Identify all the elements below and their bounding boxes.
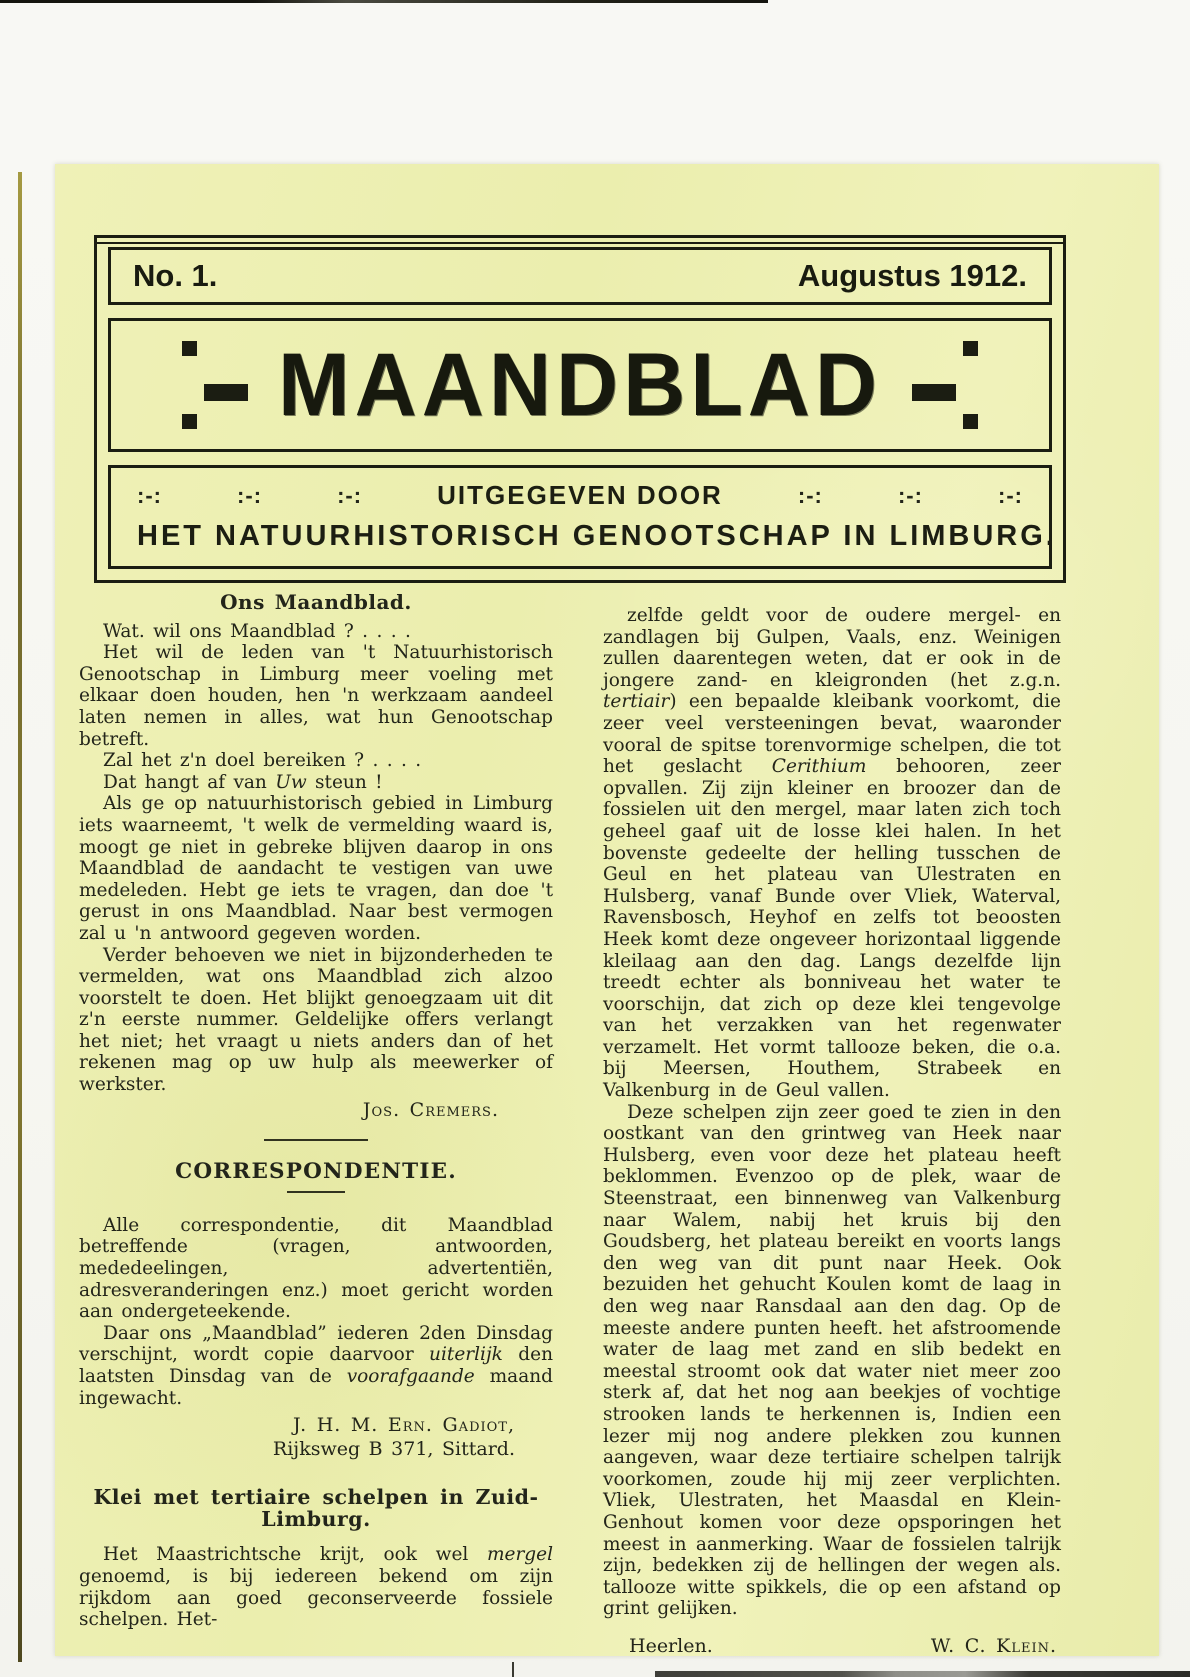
signature-name: J. H. M. Ern. Gadiot,: [292, 1414, 515, 1437]
paragraph: Als ge op natuurhistorisch gebied in Limburg iets waarneemt, 't welk de vermelding waard is, moogt ge niet in gebreke blijven daarop in ons Maandblad de aandacht te vestigen van uwe medeleden. Hebt ge iets te vragen, dan doe 't gerust in ons Maandblad. Naar best vermogen zal u 'n antwoord gegeven worden.: [79, 793, 553, 944]
ornament-dash-icon: [912, 384, 956, 401]
paragraph: Daar ons „Maandblad” iederen 2den Dinsdag verschijnt, wordt copie daarvoor uiterlijk den laatsten Dinsdag van de voorafgaande maand ingewacht.: [79, 1322, 553, 1409]
scan-artifact-bottom-tick: [512, 1662, 514, 1677]
paragraph: Het wil de leden van 't Natuurhistorisch Genootschap in Limburg meer voeling met elkaar doen houden, hen 'n werkzaam aandeel laten nemen in alles, wat hun Genootschap betreft.: [79, 642, 553, 750]
article-heading-correspondentie: CORRESPONDENTIE.: [175, 1159, 457, 1185]
section-divider: [264, 1139, 368, 1141]
issue-date: Augustus 1912.: [797, 258, 1027, 293]
left-column: [79, 592, 553, 1658]
title-ornament-left: [182, 341, 248, 429]
masthead: [94, 235, 1066, 583]
magazine-title: MAANDBLAD: [278, 334, 882, 435]
paragraph: zelfde geldt voor de oudere mergel- en zandlagen bij Gulpen, Vaals, enz. Weinigen zullen daarentegen weten, dat er ook in de jongere zand- en kleigronden (het z.g.n. tertiair) een bepaalde kleibank voorkomt, die zeer veel versteeningen bevat, waaronder vooral de spitse torenvormige schelpen, die tot het geslacht Cerithium behooren, zeer opvallen. Zij zijn kleiner en broozer dan de fossielen uit den mergel, maar laten zich toch geheel gaaf uit de losse klei halen. In het bovenste gedeelte der helling tusschen de Geul en het plateau van Ulestraten en Hulsberg, vanaf Bunde over Vliek, Waterval, Ravensbosch, Heyhof en zelfs tot beoosten Heek komt deze ongeveer horizontaal liggende kleilaag aan den dag. Langs dezelfde lijn treedt echter als bonniveau het water te voorschijn, dat zich op deze klei tengevolge van het verzakken van het regenwater verzamelt. Het vormt tallooze beken, die o.a. bij Meersen, Houthem, Strabeek en Valkenburg in de Geul vallen.: [603, 605, 1061, 1102]
ornament-dots-icon: [182, 341, 197, 429]
article-heading-ons-maandblad: Ons Maandblad.: [220, 590, 412, 614]
article-body: [79, 1215, 553, 1409]
article-body: [603, 605, 1061, 1620]
ornament-dots-icon: [963, 341, 978, 429]
signature-row: [603, 1636, 1061, 1658]
paragraph: Verder behoeven we niet in bijzonderheden te vermelden, wat ons Maandblad zich alzoo voorstelt te doen. Het blijkt genoegzaam uit dit z'n eerste nummer. Geldelijke offers verlangt het niet; het vraagt u niets anders dan of het rekenen mag op uw hulp als meewerker of werkster.: [79, 944, 553, 1096]
paragraph: Dat hangt af van Uw steun !: [103, 771, 383, 793]
signature-place: Heerlen.: [629, 1634, 713, 1657]
paragraph: Zal het z'n doel bereiken ? . . . .: [103, 750, 422, 772]
publisher-name: HET NATUURHISTORISCH GENOOTSCHAP IN LIMBURG.: [137, 520, 1057, 552]
scan-artifact-top-line: [0, 0, 768, 3]
publisher-intro-text: UITGEGEVEN DOOR: [437, 480, 723, 510]
issue-date-bar: [108, 247, 1052, 305]
colon-dash-ornament: :-:: [897, 482, 923, 508]
text-columns: [79, 592, 1079, 1658]
article-body: [79, 1544, 553, 1630]
signature-klein: W. C. Klein.: [930, 1634, 1057, 1657]
magazine-page: [55, 164, 1159, 1656]
ornament-dash-icon: [204, 384, 248, 401]
heading-divider: [287, 1191, 345, 1193]
colon-dash-ornament: :-:: [137, 482, 162, 508]
scan-artifact-bottom-bar: [655, 1671, 1190, 1677]
article-heading-klei: Klei met tertiaire schelpen in Zuid-Limburg.: [93, 1485, 539, 1531]
title-ornament-right: [912, 341, 978, 429]
book-spine-shadow: [18, 172, 22, 1662]
paragraph: Wat. wil ons Maandblad ? . . . .: [103, 620, 411, 642]
issue-number: No. 1.: [133, 258, 218, 293]
article-body: [79, 621, 553, 1096]
paragraph: Deze schelpen zijn zeer goed te zien in den oostkant van den grintweg van Heek naar Hulsberg, even voor deze het plateau heeft beklommen. Evenzoo op de plek, waar de Steenstraat, een binnenweg van Valkenburg naar Walem, nabij het kruis bij den Goudsberg, het plateau bereikt en voorts langs den weg van dit punt naar Heek. Ook bezuiden het gehucht Koulen komt de laag in den weg naar Ransdaal aan den dag. Op de meeste andere punten heeft. het afstroomende water de laag met zand en slib bedekt en meestal stroomt ook dat water niet meer zoo sterk af, dat het nog aan beekjes of vochtige strooken lands te herkennen is, Indien een lezer mij nog andere plekken zou kunnen aangeven, waar deze tertiaire schelpen talrijk voorkomen, zoude hij mij zeer verplichten. Vliek, Ulestraten, het Maasdal en Klein-Genhout komen voor deze opsporingen het meest in aanmerking. Waar de fossielen talrijk zijn, bedekken zij de hellingen der wegen als. tallooze witte spikkels, die op een afstand op grint gelijken.: [603, 1101, 1061, 1620]
colon-dash-ornament: :-:: [237, 482, 263, 508]
colon-dash-ornament: :-:: [998, 482, 1023, 508]
signature-cremers: Jos. Cremers.: [362, 1098, 499, 1121]
colon-dash-ornament: :-:: [797, 482, 823, 508]
publisher-line-1: [137, 480, 1023, 511]
title-bar: [108, 318, 1052, 452]
signature-gadiot: [79, 1413, 515, 1461]
publisher-bar: [108, 465, 1057, 569]
colon-dash-ornament: :-:: [337, 482, 363, 508]
paragraph: Alle correspondentie, dit Maandblad betreffende (vragen, antwoorden, mededeelingen, advertentiën, adresveranderingen enz.) moet gericht worden aan ondergeteekende.: [79, 1214, 553, 1323]
right-column: [603, 592, 1061, 1658]
paragraph: Het Maastrichtsche krijt, ook wel mergel genoemd, is bij iedereen bekend om zijn rijkdom aan goed geconserveerde fossiele schelpen. Het-: [79, 1544, 553, 1631]
signature-address: Rijksweg B 371, Sittard.: [272, 1438, 515, 1461]
